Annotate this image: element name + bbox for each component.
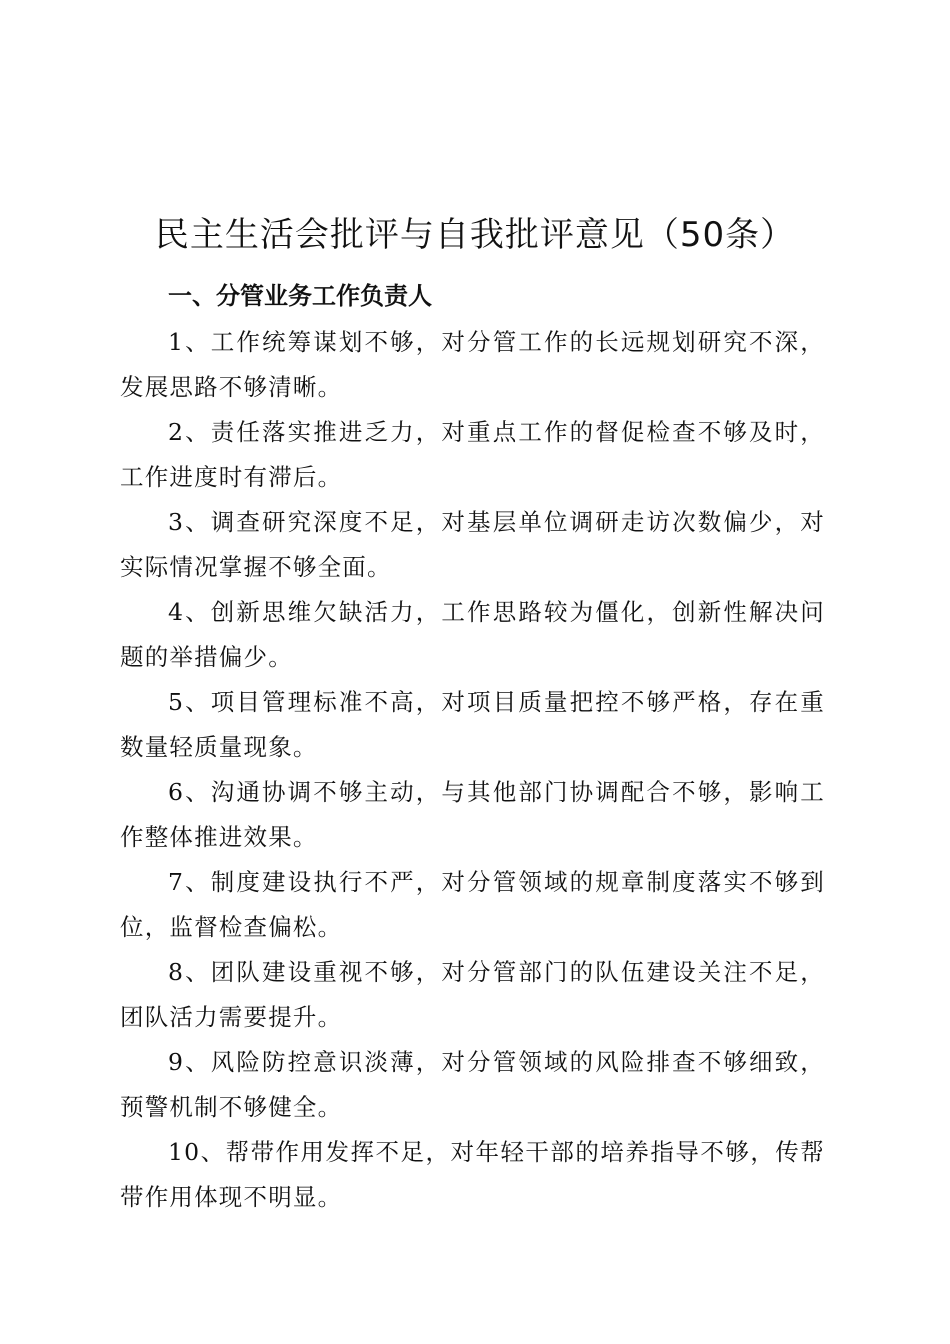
- list-item: 1、工作统筹谋划不够，对分管工作的长远规划研究不深，发展思路不够清晰。: [120, 328, 825, 401]
- list-item: 5、项目管理标准不高，对项目质量把控不够严格，存在重数量轻质量现象。: [120, 688, 825, 761]
- list-item: 10、帮带作用发挥不足，对年轻干部的培养指导不够，传帮带作用体现不明显。: [120, 1138, 825, 1211]
- list-item: 8、团队建设重视不够，对分管部门的队伍建设关注不足，团队活力需要提升。: [120, 958, 825, 1031]
- list-item: 7、制度建设执行不严，对分管领域的规章制度落实不够到位，监督检查偏松。: [120, 868, 825, 941]
- criticism-item-list: [120, 320, 825, 1220]
- list-item: 9、风险防控意识淡薄，对分管领域的风险排查不够细致，预警机制不够健全。: [120, 1048, 825, 1121]
- section-heading: 一、分管业务工作负责人: [168, 282, 432, 310]
- list-item: 3、调查研究深度不足，对基层单位调研走访次数偏少，对实际情况掌握不够全面。: [120, 508, 825, 581]
- list-item: 6、沟通协调不够主动，与其他部门协调配合不够，影响工作整体推进效果。: [120, 778, 825, 851]
- list-item: 2、责任落实推进乏力，对重点工作的督促检查不够及时，工作进度时有滞后。: [120, 418, 825, 491]
- document-title: 民主生活会批评与自我批评意见（50条）: [154, 215, 796, 255]
- list-item: 4、创新思维欠缺活力，工作思路较为僵化，创新性解决问题的举措偏少。: [120, 598, 825, 671]
